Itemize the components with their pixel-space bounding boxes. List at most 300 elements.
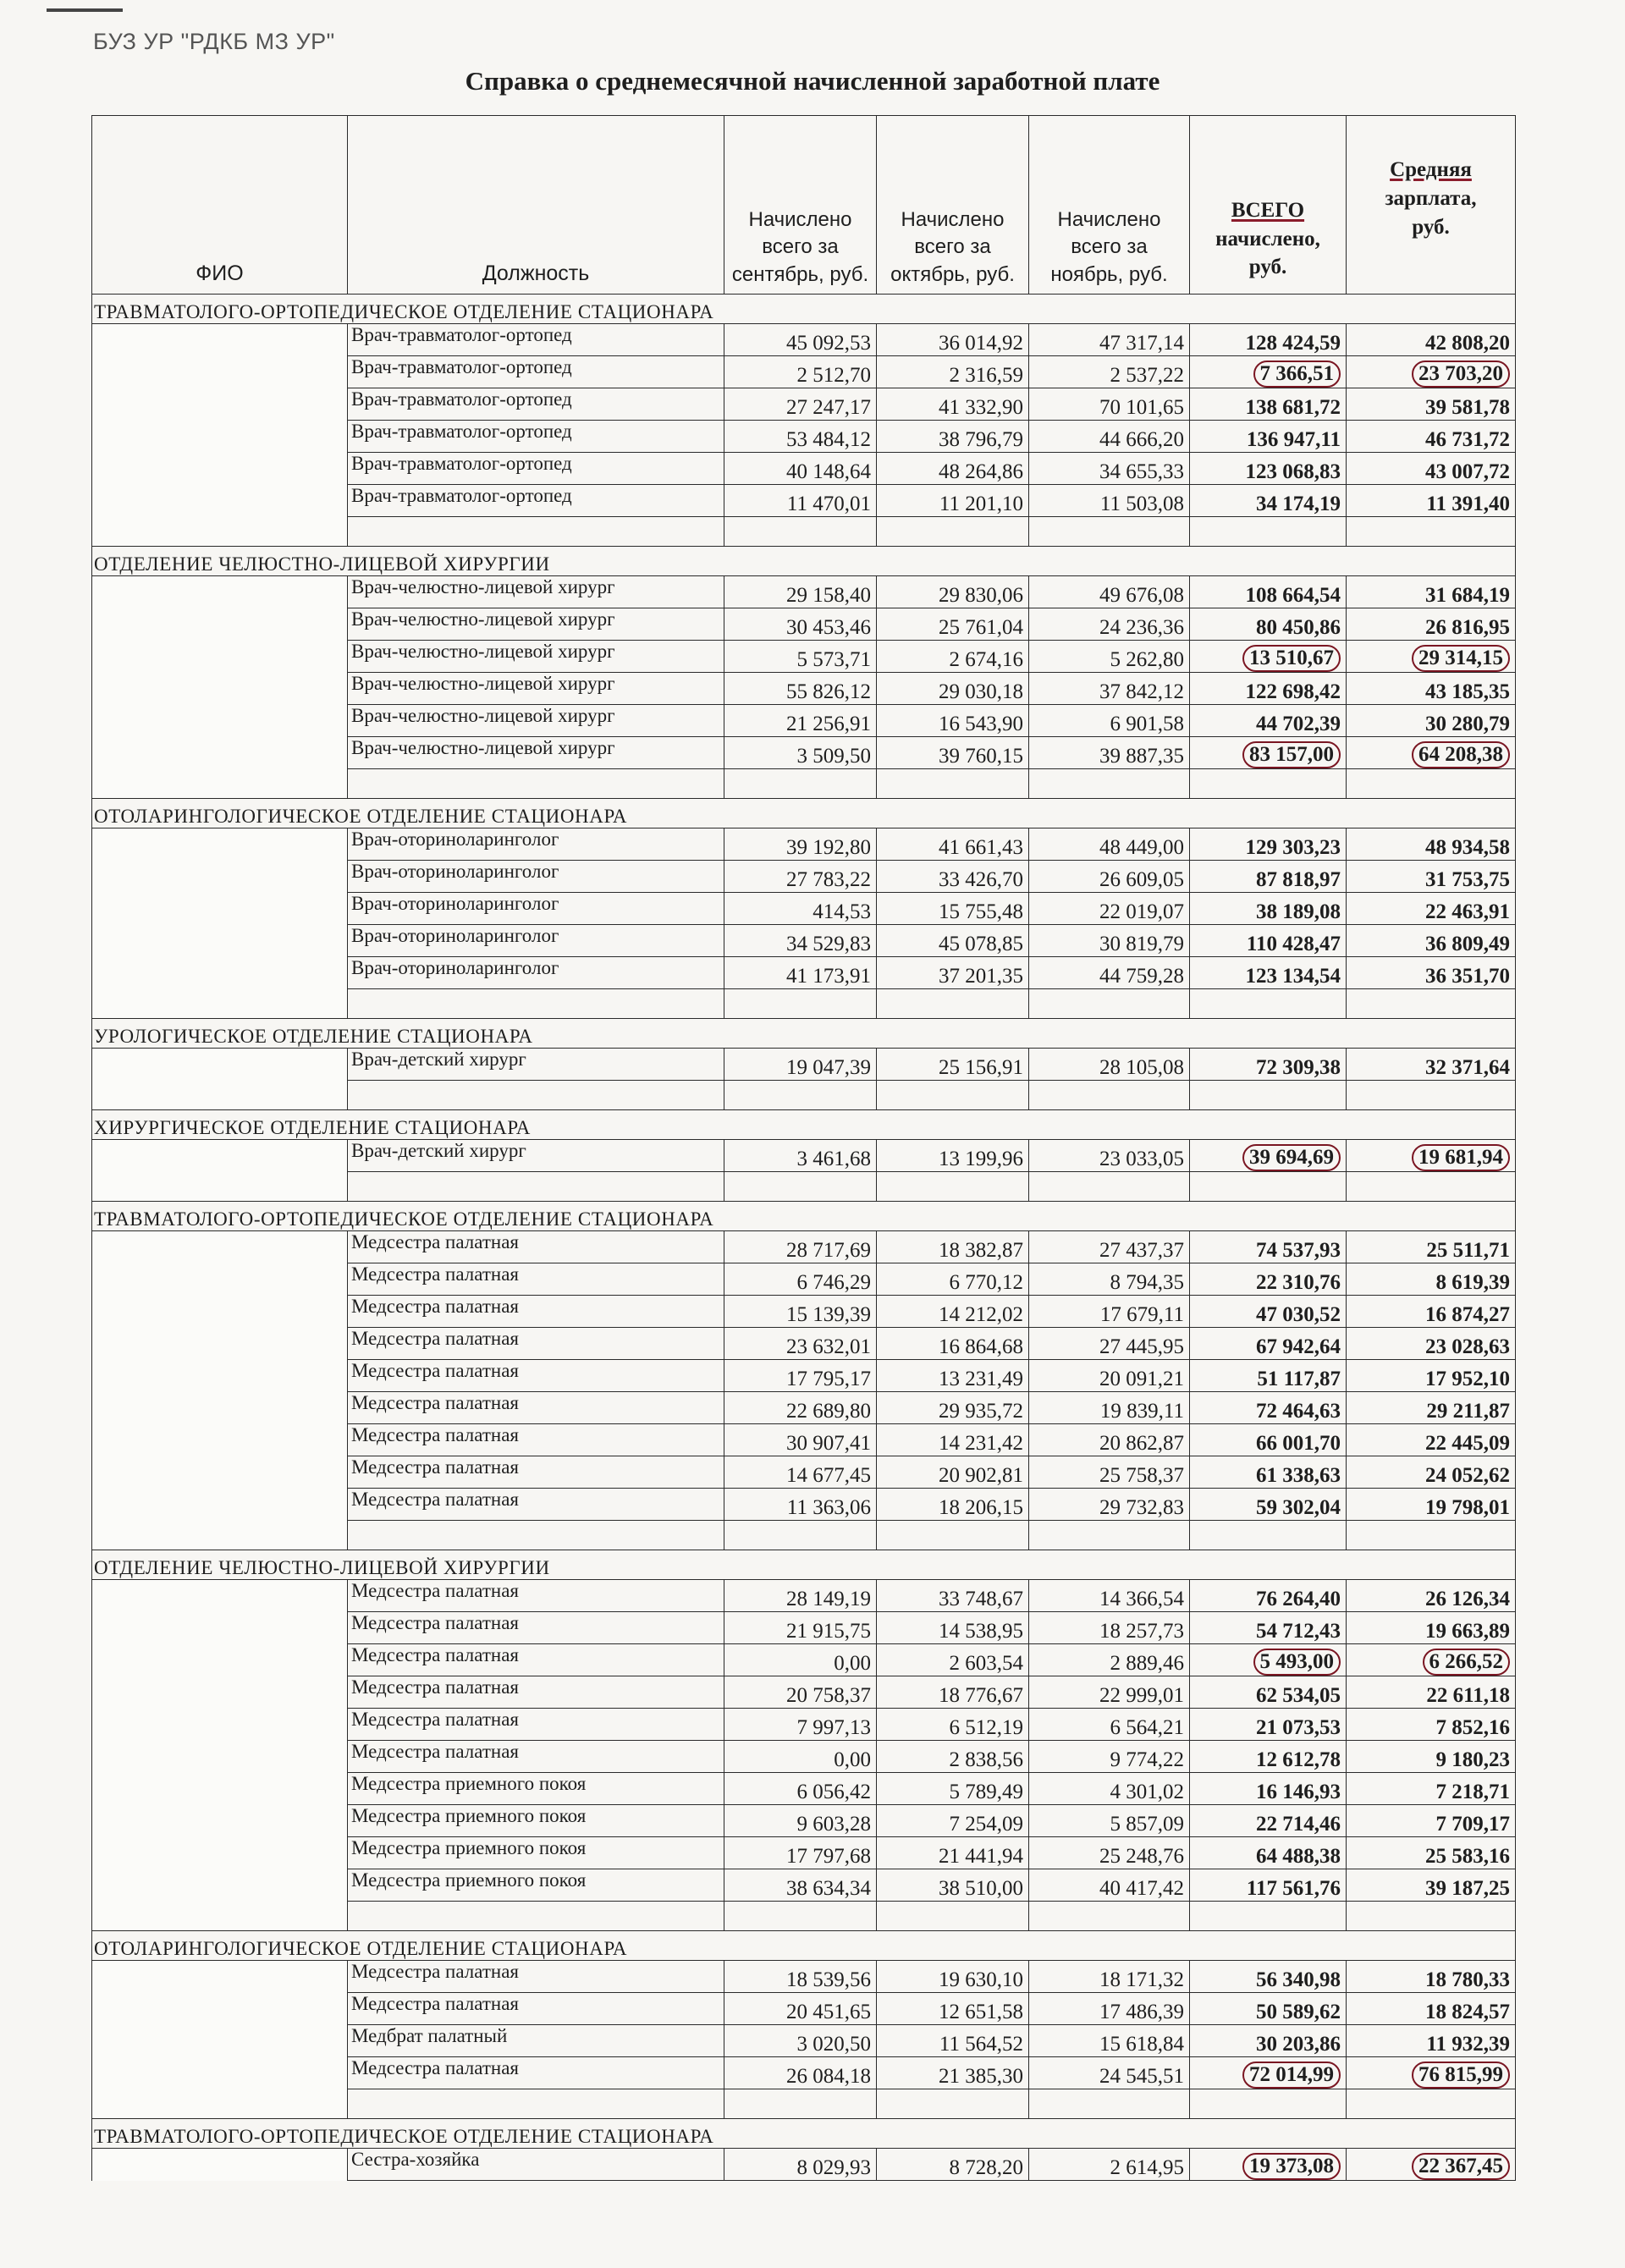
average-cell — [1347, 957, 1516, 989]
november-cell: 44 666,20 — [1029, 421, 1190, 453]
total-value: 64 488,38 — [1256, 1845, 1341, 1868]
average-value: 36 351,70 — [1425, 965, 1510, 988]
spacer-fio-cell — [92, 1172, 348, 1202]
october-cell: 15 755,48 — [877, 893, 1029, 925]
november-cell: 6 564,21 — [1029, 1709, 1190, 1741]
november-cell: 49 676,08 — [1029, 576, 1190, 608]
average-value: 11 391,40 — [1426, 493, 1510, 515]
october-cell: 45 078,85 — [877, 925, 1029, 957]
november-cell: 8 794,35 — [1029, 1263, 1190, 1296]
october-cell: 36 014,92 — [877, 324, 1029, 356]
september-cell: 27 783,22 — [724, 861, 877, 893]
november-cell: 27 437,37 — [1029, 1231, 1190, 1263]
november-cell: 5 857,09 — [1029, 1805, 1190, 1837]
average-cell — [1347, 925, 1516, 957]
october-cell: 12 651,58 — [877, 1993, 1029, 2025]
average-value: 26 816,95 — [1425, 616, 1510, 639]
fio-cell-redacted — [92, 2025, 348, 2057]
table-row — [92, 1140, 1516, 1172]
total-value: 38 189,08 — [1256, 900, 1341, 923]
november-cell: 27 445,95 — [1029, 1328, 1190, 1360]
september-cell: 3 020,50 — [724, 2025, 877, 2057]
average-cell — [1347, 828, 1516, 861]
september-cell: 27 247,17 — [724, 388, 877, 421]
spacer-cell — [1029, 2089, 1190, 2119]
table-row — [92, 1869, 1516, 1902]
total-value: 117 561,76 — [1246, 1877, 1341, 1900]
position-cell: Врач-травматолог-ортопед — [348, 356, 724, 388]
total-cell — [1190, 1869, 1347, 1902]
total-cell — [1190, 673, 1347, 705]
table-row — [92, 1263, 1516, 1296]
header-september-line2: всего за — [762, 235, 839, 259]
november-cell: 22 019,07 — [1029, 893, 1190, 925]
average-cell — [1347, 356, 1516, 388]
total-value: 44 702,39 — [1256, 713, 1341, 735]
total-cell — [1190, 893, 1347, 925]
average-value: 26 126,34 — [1425, 1588, 1510, 1610]
header-fio: ФИО — [92, 116, 348, 295]
spacer-row — [92, 989, 1516, 1019]
total-value: 47 030,52 — [1256, 1303, 1341, 1326]
department-row — [92, 799, 1516, 828]
average-value: 43 007,72 — [1425, 460, 1510, 483]
october-cell: 29 935,72 — [877, 1392, 1029, 1424]
header-october — [877, 116, 1029, 295]
average-cell — [1347, 1961, 1516, 1993]
september-cell: 14 677,45 — [724, 1456, 877, 1489]
october-cell: 6 770,12 — [877, 1263, 1029, 1296]
table-row — [92, 421, 1516, 453]
fio-cell-redacted — [92, 485, 348, 517]
november-cell: 26 609,05 — [1029, 861, 1190, 893]
fio-cell-redacted — [92, 1709, 348, 1741]
fio-cell-redacted — [92, 1360, 348, 1392]
average-cell — [1347, 1773, 1516, 1805]
total-cell — [1190, 324, 1347, 356]
table-row — [92, 1424, 1516, 1456]
fio-cell-redacted — [92, 608, 348, 641]
october-cell: 20 902,81 — [877, 1456, 1029, 1489]
fio-cell-redacted — [92, 1612, 348, 1644]
october-cell: 38 510,00 — [877, 1869, 1029, 1902]
average-value-circled: 29 314,15 — [1412, 645, 1510, 672]
total-cell — [1190, 1741, 1347, 1773]
spacer-row — [92, 1902, 1516, 1931]
spacer-cell — [724, 1081, 877, 1110]
spacer-cell — [877, 1902, 1029, 1931]
spacer-row — [92, 1521, 1516, 1550]
october-cell: 38 796,79 — [877, 421, 1029, 453]
department-row — [92, 1110, 1516, 1140]
november-cell: 11 503,08 — [1029, 485, 1190, 517]
total-value: 110 428,47 — [1246, 933, 1341, 955]
september-cell: 414,53 — [724, 893, 877, 925]
total-cell — [1190, 1049, 1347, 1081]
position-cell: Медсестра палатная — [348, 1709, 724, 1741]
fio-cell-redacted — [92, 925, 348, 957]
salary-table — [91, 115, 1516, 2181]
table-row — [92, 893, 1516, 925]
spacer-cell — [348, 1902, 724, 1931]
header-september-line3: сентябрь, руб. — [731, 262, 869, 286]
spacer-cell — [877, 1081, 1029, 1110]
total-value-circled: 72 014,99 — [1242, 2062, 1341, 2089]
fio-cell-redacted — [92, 1869, 348, 1902]
november-cell: 9 774,22 — [1029, 1741, 1190, 1773]
average-cell — [1347, 1049, 1516, 1081]
position-cell: Врач-травматолог-ортопед — [348, 388, 724, 421]
spacer-cell — [1029, 1081, 1190, 1110]
table-row — [92, 1456, 1516, 1489]
average-value: 19 663,89 — [1425, 1620, 1510, 1643]
table-row — [92, 1676, 1516, 1709]
october-cell: 8 728,20 — [877, 2149, 1029, 2181]
fio-cell-redacted — [92, 641, 348, 673]
table-row — [92, 828, 1516, 861]
average-cell — [1347, 1612, 1516, 1644]
fio-cell-redacted — [92, 1456, 348, 1489]
total-value: 22 714,46 — [1256, 1813, 1341, 1836]
spacer-cell — [1190, 2089, 1347, 2119]
header-total-line2: начислено, — [1215, 227, 1320, 250]
september-cell: 17 795,17 — [724, 1360, 877, 1392]
header-november — [1029, 116, 1190, 295]
total-cell — [1190, 1837, 1347, 1869]
average-cell — [1347, 2057, 1516, 2089]
spacer-cell — [724, 2089, 877, 2119]
header-november-line2: всего за — [1071, 235, 1148, 259]
table-row — [92, 925, 1516, 957]
september-cell: 26 084,18 — [724, 2057, 877, 2089]
october-cell: 7 254,09 — [877, 1805, 1029, 1837]
average-cell — [1347, 421, 1516, 453]
september-cell: 53 484,12 — [724, 421, 877, 453]
november-cell: 44 759,28 — [1029, 957, 1190, 989]
october-cell: 2 316,59 — [877, 356, 1029, 388]
spacer-cell — [1347, 1902, 1516, 1931]
table-row — [92, 1231, 1516, 1263]
november-cell: 5 262,80 — [1029, 641, 1190, 673]
october-cell: 14 538,95 — [877, 1612, 1029, 1644]
average-value: 8 619,39 — [1435, 1271, 1510, 1294]
department-row — [92, 1019, 1516, 1049]
october-cell: 18 206,15 — [877, 1489, 1029, 1521]
position-cell: Медсестра палатная — [348, 1612, 724, 1644]
spacer-cell — [877, 1172, 1029, 1202]
fio-cell-redacted — [92, 1263, 348, 1296]
total-cell — [1190, 576, 1347, 608]
november-cell: 14 366,54 — [1029, 1580, 1190, 1612]
fio-cell-redacted — [92, 1805, 348, 1837]
total-value: 61 338,63 — [1256, 1464, 1341, 1487]
october-cell: 41 332,90 — [877, 388, 1029, 421]
department-row — [92, 547, 1516, 576]
september-cell: 23 632,01 — [724, 1328, 877, 1360]
average-value-circled: 6 266,52 — [1423, 1649, 1511, 1676]
october-cell: 16 543,90 — [877, 705, 1029, 737]
total-cell — [1190, 485, 1347, 517]
position-cell: Медсестра палатная — [348, 1392, 724, 1424]
average-value: 42 808,20 — [1425, 332, 1510, 355]
total-cell — [1190, 1580, 1347, 1612]
november-cell: 39 887,35 — [1029, 737, 1190, 769]
october-cell: 13 199,96 — [877, 1140, 1029, 1172]
september-cell: 17 797,68 — [724, 1837, 877, 1869]
position-cell: Медсестра палатная — [348, 1424, 724, 1456]
total-value-circled: 39 694,69 — [1242, 1144, 1341, 1171]
total-value-circled: 19 373,08 — [1242, 2153, 1341, 2180]
average-value: 11 932,39 — [1426, 2033, 1510, 2056]
average-value-circled: 76 815,99 — [1412, 2062, 1510, 2089]
average-cell — [1347, 1837, 1516, 1869]
average-cell — [1347, 1424, 1516, 1456]
department-name: ОТДЕЛЕНИЕ ЧЕЛЮСТНО-ЛИЦЕВОЙ ХИРУРГИИ — [92, 1550, 1516, 1580]
position-cell: Медсестра палатная — [348, 1296, 724, 1328]
spacer-cell — [1190, 1521, 1347, 1550]
total-value: 72 464,63 — [1256, 1400, 1341, 1423]
average-cell — [1347, 861, 1516, 893]
spacer-row — [92, 1081, 1516, 1110]
november-cell: 4 301,02 — [1029, 1773, 1190, 1805]
total-value: 12 612,78 — [1256, 1748, 1341, 1771]
spacer-cell — [724, 1902, 877, 1931]
total-value-circled: 5 493,00 — [1253, 1649, 1341, 1676]
total-value: 129 303,23 — [1245, 836, 1341, 859]
average-value: 48 934,58 — [1425, 836, 1510, 859]
spacer-cell — [348, 2089, 724, 2119]
average-cell — [1347, 1140, 1516, 1172]
table-row — [92, 356, 1516, 388]
department-name: ОТОЛАРИНГОЛОГИЧЕСКОЕ ОТДЕЛЕНИЕ СТАЦИОНАРА — [92, 1931, 1516, 1961]
total-cell — [1190, 1993, 1347, 2025]
average-cell — [1347, 1392, 1516, 1424]
spacer-cell — [1190, 1902, 1347, 1931]
fio-cell-redacted — [92, 2149, 348, 2181]
spacer-cell — [348, 989, 724, 1019]
position-cell: Врач-оториноларинголог — [348, 957, 724, 989]
position-cell: Врач-травматолог-ортопед — [348, 324, 724, 356]
november-cell: 15 618,84 — [1029, 2025, 1190, 2057]
spacer-cell — [1029, 769, 1190, 799]
total-cell — [1190, 641, 1347, 673]
average-value: 18 824,57 — [1425, 2001, 1510, 2023]
header-september-line1: Начислено — [748, 207, 852, 231]
spacer-row — [92, 2089, 1516, 2119]
september-cell: 19 047,39 — [724, 1049, 877, 1081]
spacer-cell — [1190, 1172, 1347, 1202]
average-value: 22 611,18 — [1426, 1684, 1510, 1707]
spacer-cell — [877, 2089, 1029, 2119]
spacer-cell — [1347, 1081, 1516, 1110]
position-cell: Врач-челюстно-лицевой хирург — [348, 737, 724, 769]
spacer-cell — [1029, 1902, 1190, 1931]
november-cell: 18 257,73 — [1029, 1612, 1190, 1644]
position-cell: Медсестра палатная — [348, 1961, 724, 1993]
table-row — [92, 2025, 1516, 2057]
september-cell: 8 029,93 — [724, 2149, 877, 2181]
october-cell: 29 030,18 — [877, 673, 1029, 705]
average-value: 31 753,75 — [1425, 868, 1510, 891]
spacer-cell — [348, 769, 724, 799]
october-cell: 13 231,49 — [877, 1360, 1029, 1392]
november-cell: 23 033,05 — [1029, 1140, 1190, 1172]
spacer-cell — [1347, 989, 1516, 1019]
october-cell: 11 201,10 — [877, 485, 1029, 517]
september-cell: 6 746,29 — [724, 1263, 877, 1296]
spacer-cell — [877, 1521, 1029, 1550]
table-row — [92, 2149, 1516, 2181]
average-cell — [1347, 324, 1516, 356]
table-row — [92, 1961, 1516, 1993]
average-value: 24 052,62 — [1425, 1464, 1510, 1487]
september-cell: 11 363,06 — [724, 1489, 877, 1521]
spacer-cell — [1029, 517, 1190, 547]
september-cell: 28 717,69 — [724, 1231, 877, 1263]
fio-cell-redacted — [92, 1328, 348, 1360]
total-value: 123 068,83 — [1245, 460, 1341, 483]
november-cell: 20 091,21 — [1029, 1360, 1190, 1392]
total-cell — [1190, 1328, 1347, 1360]
october-cell: 11 564,52 — [877, 2025, 1029, 2057]
spacer-cell — [724, 989, 877, 1019]
november-cell: 37 842,12 — [1029, 673, 1190, 705]
spacer-cell — [877, 989, 1029, 1019]
fio-cell-redacted — [92, 1489, 348, 1521]
total-value: 138 681,72 — [1245, 396, 1341, 419]
spacer-cell — [1190, 517, 1347, 547]
table-row — [92, 1612, 1516, 1644]
average-value: 39 581,78 — [1425, 396, 1510, 419]
november-cell: 2 889,46 — [1029, 1644, 1190, 1676]
fio-cell-redacted — [92, 453, 348, 485]
department-name: ТРАВМАТОЛОГО-ОРТОПЕДИЧЕСКОЕ ОТДЕЛЕНИЕ СТАЦИОНАРА — [92, 295, 1516, 324]
total-cell — [1190, 1140, 1347, 1172]
average-cell — [1347, 1869, 1516, 1902]
total-value: 62 534,05 — [1256, 1684, 1341, 1707]
table-row — [92, 1644, 1516, 1676]
average-cell — [1347, 1328, 1516, 1360]
spacer-fio-cell — [92, 1521, 348, 1550]
november-cell: 30 819,79 — [1029, 925, 1190, 957]
november-cell: 18 171,32 — [1029, 1961, 1190, 1993]
total-cell — [1190, 453, 1347, 485]
fio-cell-redacted — [92, 1773, 348, 1805]
average-cell — [1347, 485, 1516, 517]
table-row — [92, 957, 1516, 989]
november-cell: 25 248,76 — [1029, 1837, 1190, 1869]
fio-cell-redacted — [92, 1392, 348, 1424]
header-total-line1: ВСЕГО — [1231, 198, 1305, 222]
position-cell: Медсестра палатная — [348, 1360, 724, 1392]
average-value: 7 709,17 — [1435, 1813, 1510, 1836]
position-cell: Врач-детский хирург — [348, 1140, 724, 1172]
november-cell: 17 679,11 — [1029, 1296, 1190, 1328]
table-row — [92, 2057, 1516, 2089]
september-cell: 11 470,01 — [724, 485, 877, 517]
spacer-cell — [724, 769, 877, 799]
november-cell: 70 101,65 — [1029, 388, 1190, 421]
table-row — [92, 641, 1516, 673]
october-cell: 48 264,86 — [877, 453, 1029, 485]
october-cell: 37 201,35 — [877, 957, 1029, 989]
position-cell: Медсестра палатная — [348, 1263, 724, 1296]
average-value: 17 952,10 — [1425, 1368, 1510, 1390]
position-cell: Медсестра палатная — [348, 1676, 724, 1709]
position-cell: Врач-челюстно-лицевой хирург — [348, 673, 724, 705]
salary-table-container — [91, 115, 1516, 2181]
scan-mark — [47, 8, 123, 12]
position-cell: Врач-челюстно-лицевой хирург — [348, 641, 724, 673]
spacer-row — [92, 769, 1516, 799]
spacer-row — [92, 517, 1516, 547]
september-cell: 3 461,68 — [724, 1140, 877, 1172]
total-cell — [1190, 1263, 1347, 1296]
september-cell: 20 758,37 — [724, 1676, 877, 1709]
total-cell — [1190, 1489, 1347, 1521]
average-cell — [1347, 1231, 1516, 1263]
september-cell: 55 826,12 — [724, 673, 877, 705]
spacer-cell — [348, 517, 724, 547]
table-row — [92, 1993, 1516, 2025]
average-cell — [1347, 1580, 1516, 1612]
total-cell — [1190, 1961, 1347, 1993]
total-value-circled: 83 157,00 — [1242, 741, 1341, 768]
average-cell — [1347, 1360, 1516, 1392]
september-cell: 29 158,40 — [724, 576, 877, 608]
total-cell — [1190, 1456, 1347, 1489]
average-cell — [1347, 705, 1516, 737]
november-cell: 19 839,11 — [1029, 1392, 1190, 1424]
october-cell: 18 776,67 — [877, 1676, 1029, 1709]
position-cell: Врач-челюстно-лицевой хирург — [348, 705, 724, 737]
total-cell — [1190, 957, 1347, 989]
november-cell: 40 417,42 — [1029, 1869, 1190, 1902]
fio-cell-redacted — [92, 957, 348, 989]
average-value-circled: 22 367,45 — [1412, 2153, 1510, 2180]
november-cell: 24 236,36 — [1029, 608, 1190, 641]
table-row — [92, 1805, 1516, 1837]
table-row — [92, 1489, 1516, 1521]
average-cell — [1347, 673, 1516, 705]
fio-cell-redacted — [92, 356, 348, 388]
october-cell: 14 231,42 — [877, 1424, 1029, 1456]
position-cell: Врач-оториноларинголог — [348, 861, 724, 893]
spacer-cell — [1190, 989, 1347, 1019]
department-name: ТРАВМАТОЛОГО-ОРТОПЕДИЧЕСКОЕ ОТДЕЛЕНИЕ СТАЦИОНАРА — [92, 1202, 1516, 1231]
total-cell — [1190, 1805, 1347, 1837]
fio-cell-redacted — [92, 1961, 348, 1993]
total-cell — [1190, 421, 1347, 453]
average-value: 25 511,71 — [1426, 1239, 1510, 1262]
fio-cell-redacted — [92, 737, 348, 769]
position-cell: Медсестра палатная — [348, 1456, 724, 1489]
total-value: 30 203,86 — [1256, 2033, 1341, 2056]
total-value: 87 818,97 — [1256, 868, 1341, 891]
october-cell: 6 512,19 — [877, 1709, 1029, 1741]
total-cell — [1190, 925, 1347, 957]
fio-cell-redacted — [92, 1644, 348, 1676]
table-row — [92, 1360, 1516, 1392]
average-cell — [1347, 1805, 1516, 1837]
total-value-circled: 13 510,67 — [1242, 645, 1341, 672]
november-cell: 25 758,37 — [1029, 1456, 1190, 1489]
spacer-fio-cell — [92, 1902, 348, 1931]
table-row — [92, 1392, 1516, 1424]
october-cell: 21 385,30 — [877, 2057, 1029, 2089]
average-value: 30 280,79 — [1425, 713, 1510, 735]
header-average — [1347, 116, 1516, 295]
